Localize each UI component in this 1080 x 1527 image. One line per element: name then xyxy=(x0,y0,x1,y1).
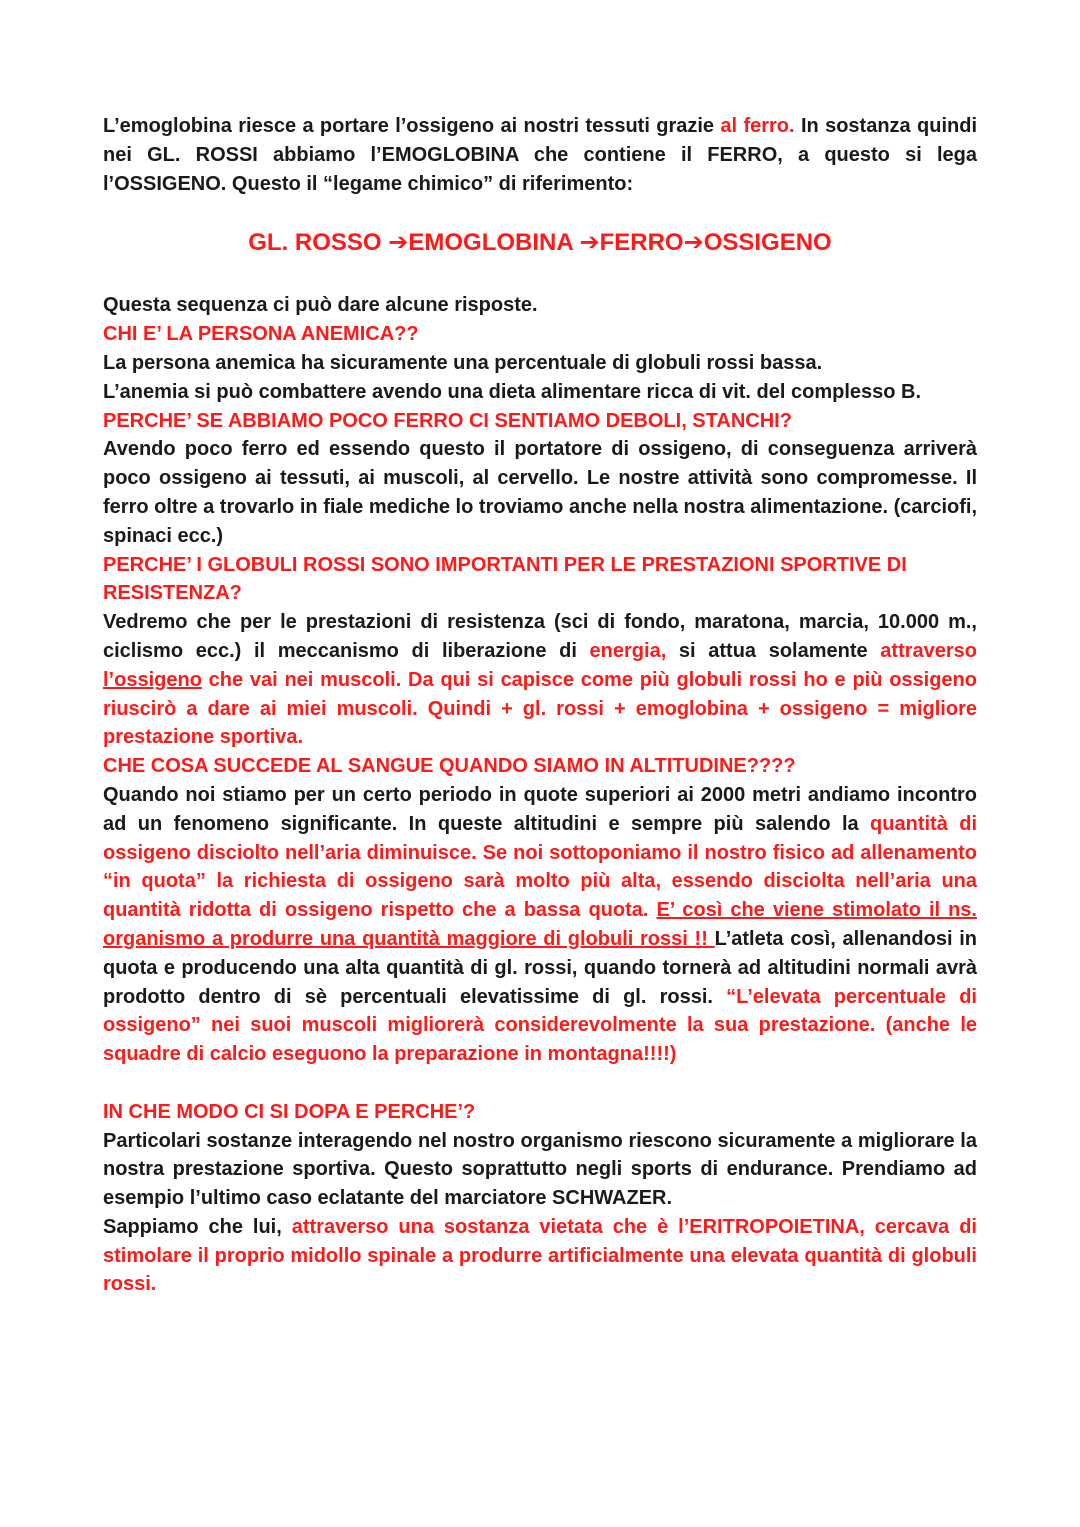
underlined-ossigeno: l’ossigeno xyxy=(103,668,202,691)
doping-text-2: Sappiamo che lui, attraverso una sostanza vietata che è l’ERITROPOIETINA, cercava di stimolare il proprio midollo spinale a produrre artificialmente una elevata quantità di globuli rossi. xyxy=(103,1215,977,1296)
highlight-ferro: al ferro. xyxy=(720,115,795,137)
doping-text-1: Particolari sostanze interagendo nel nostro organismo riescono sicuramente a migliorare la nostra prestazione sportiva. Questo soprattutto negli sports di endurance. Prendiamo ad esempio l’ultimo caso eclatante del marciatore SCHWAZER. xyxy=(103,1129,977,1210)
ferro-text: Avendo poco ferro ed essendo questo il portatore di ossigeno, di conseguenza arriverà poco ossigeno ai tessuti, ai muscoli, al cervello. Le nostre attività sono compromesse. Il ferro oltre a trovarlo in fiale mediche lo troviamo anche nella nostra alimentazione. (carciofi, spinaci ecc.) xyxy=(103,438,977,547)
prestazioni-text: Vedremo che per le prestazioni di resistenza (sci di fondo, maratona, marcia, 10.000 m., ciclismo ecc.) il meccanismo di liberazione di energia, si attua solamente attraverso l’ossigeno che vai nei muscoli. Da qui si capisce come più globuli rossi ho e più ossigeno riuscirò a dare ai miei muscoli. Quindi + gl. rossi + emoglobina + ossigeno = migliore prestazione sportiva. xyxy=(103,611,977,749)
sequence-lead: Questa sequenza ci può dare alcune risposte. xyxy=(103,294,538,317)
underlined-stimolo: E’ così che viene stimolato il ns. organismo a produrre una quantità maggiore di globuli rossi !! xyxy=(103,899,977,950)
intro-paragraph: L’emoglobina riesce a portare l’ossigeno ai nostri tessuti grazie al ferro. In sostanza quindi nei GL. ROSSI abbiamo l’EMOGLOBINA che contiene il FERRO, a questo si lega l’OSSIGENO. Questo il “legame chimico” di riferimento: xyxy=(103,115,977,195)
sequence-line: GL. ROSSO ➔EMOGLOBINA ➔FERRO➔OSSIGENO xyxy=(248,229,832,257)
anemia-text-2: L’anemia si può combattere avendo una dieta alimentare ricca di vit. del complesso B. xyxy=(103,380,922,403)
document-page xyxy=(103,112,977,1299)
spacer xyxy=(103,1069,977,1098)
heading-altitudine: CHE COSA SUCCEDE AL SANGUE QUANDO SIAMO IN ALTITUDINE???? xyxy=(103,755,796,778)
anemia-text-1: La persona anemica ha sicuramente una percentuale di globuli rossi bassa. xyxy=(103,351,823,374)
heading-doping: IN CHE MODO CI SI DOPA E PERCHE’? xyxy=(103,1100,476,1123)
heading-ferro: PERCHE’ SE ABBIAMO POCO FERRO CI SENTIAMO DEBOLI, STANCHI? xyxy=(103,409,792,432)
altitudine-text: Quando noi stiamo per un certo periodo in quote superiori ai 2000 metri andiamo incontro ad un fenomeno significante. In queste altitudini e sempre più salendo la quantità di ossigeno disciolto nell’aria diminuisce. Se noi sottoponiamo il nostro fisico ad allenamento “in quota” la richiesta di ossigeno sarà molto più alta, essendo disciolta nell’aria una quantità ridotta di ossigeno rispetto che a bassa quota. E’ così che viene stimolato il ns. organismo a produrre una quantità maggiore di globuli rossi !! L’atleta così, allenandosi in quota e producendo una alta quantità di gl. rossi, quando tornerà ad altitudini normali avrà prodotto dentro di sè percentuali elevatissime di gl. rossi. “L’elevata percentuale di ossigeno” nei suoi muscoli migliorerà considerevolmente la sua prestazione. (anche le squadre di calcio eseguono la preparazione in montagna!!!!) xyxy=(103,783,978,1066)
heading-anemia: CHI E’ LA PERSONA ANEMICA?? xyxy=(103,323,419,346)
heading-prestazioni: PERCHE’ I GLOBULI ROSSI SONO IMPORTANTI PER LE PRESTAZIONI SPORTIVE DI RESISTENZA? xyxy=(103,553,907,605)
